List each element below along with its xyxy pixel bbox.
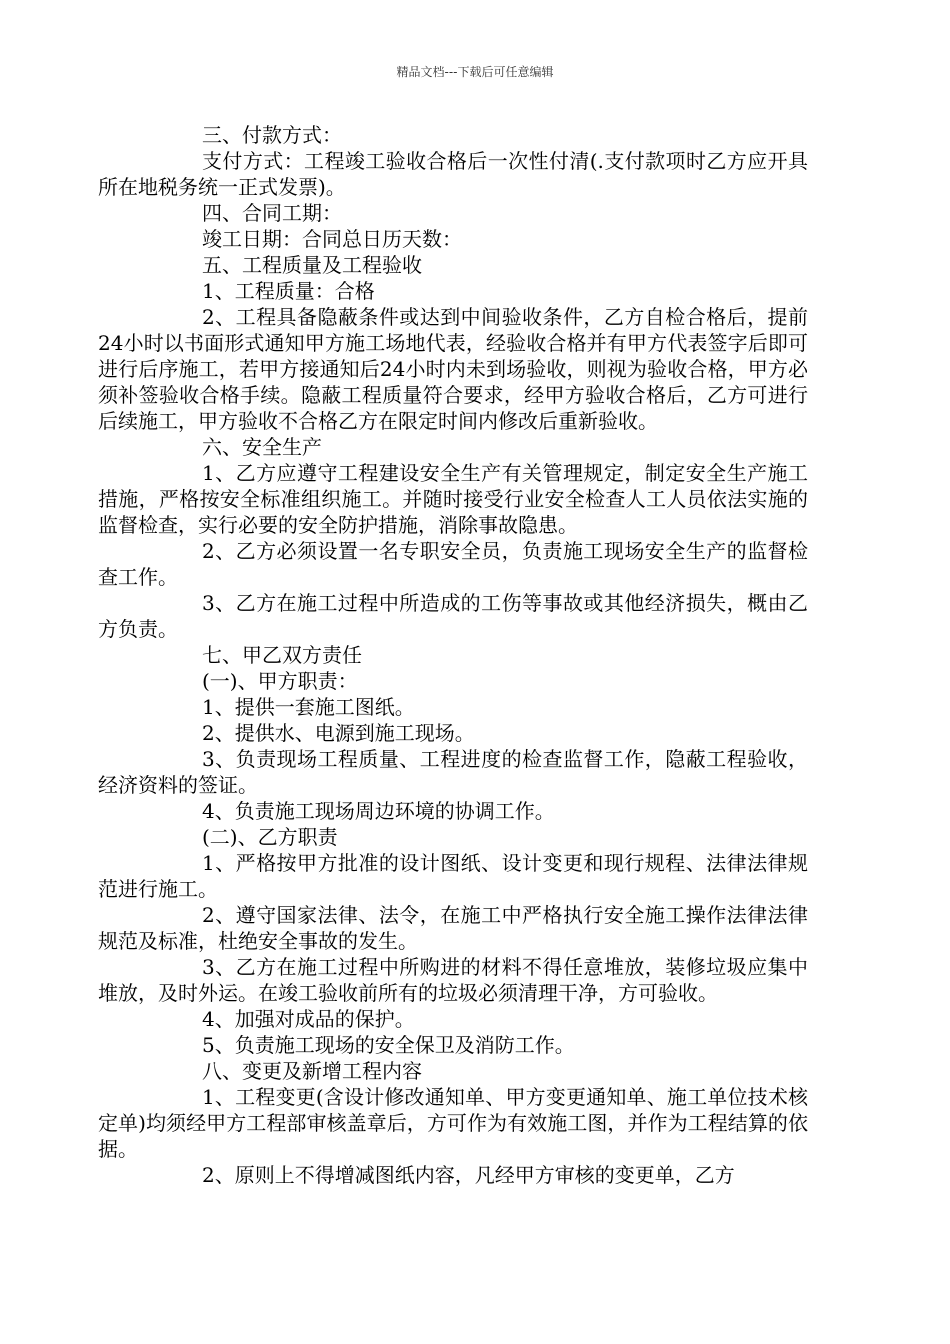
paragraph: 六、安全生产 <box>202 435 322 459</box>
paragraph: 2、原则上不得增减图纸内容，凡经甲方审核的变更单，乙方 <box>202 1163 735 1187</box>
paragraph: 4、负责施工现场周边环境的协调工作。 <box>202 799 555 823</box>
paragraph: 1、工程质量：合格 <box>202 279 375 303</box>
paragraph: 四、合同工期： <box>202 201 342 225</box>
paragraph: 2、工程具备隐蔽条件或达到中间验收条件，乙方自检合格后，提前24小时以书面形式通知甲方施工场地代表，经验收合格并有甲方代表签字后即可进行后序施工，若甲方接通知后24小时内未到场验收，则视为验收合格，甲方必须补签验收合格手续。隐蔽工程质量符合要求，经甲方验收合格后，乙方可进行后续施工，甲方验收不合格乙方在限定时间内修改后重新验收。 <box>98 305 808 433</box>
paragraph: 1、工程变更(含设计修改通知单、甲方变更通知单、施工单位技术核定单)均须经甲方工程部审核盖章后，方可作为有效施工图，并作为工程结算的依据。 <box>98 1085 808 1161</box>
paragraph: 竣工日期：合同总日历天数： <box>202 227 462 251</box>
paragraph: 八、变更及新增工程内容 <box>202 1059 422 1083</box>
paragraph: 3、乙方在施工过程中所造成的工伤等事故或其他经济损失，概由乙方负责。 <box>98 591 808 641</box>
paragraph: 2、提供水、电源到施工现场。 <box>202 721 475 745</box>
paragraph: 3、负责现场工程质量、工程进度的检查监督工作，隐蔽工程验收，经济资料的签证。 <box>98 747 808 797</box>
page-header: 精品文档---下载后可任意编辑 <box>396 65 554 79</box>
paragraph: 支付方式：工程竣工验收合格后一次性付清(.支付款项时乙方应开具所在地税务统一正式发票)。 <box>98 149 808 199</box>
paragraph: 七、甲乙双方责任 <box>202 643 362 667</box>
paragraph: 5、负责施工现场的安全保卫及消防工作。 <box>202 1033 575 1057</box>
paragraph: 1、提供一套施工图纸。 <box>202 695 415 719</box>
paragraph: 2、遵守国家法律、法令，在施工中严格执行安全施工操作法律法律规范及标准，杜绝安全事故的发生。 <box>98 903 808 953</box>
paragraph: 1、严格按甲方批准的设计图纸、设计变更和现行规程、法律法律规范进行施工。 <box>98 851 808 901</box>
paragraph: 五、工程质量及工程验收 <box>202 253 422 277</box>
paragraph: 三、付款方式： <box>202 123 342 147</box>
paragraph: 4、加强对成品的保护。 <box>202 1007 415 1031</box>
paragraph: 3、乙方在施工过程中所购进的材料不得任意堆放，装修垃圾应集中堆放，及时外运。在竣工验收前所有的垃圾必须清理干净，方可验收。 <box>98 955 808 1005</box>
paragraph: 1、乙方应遵守工程建设安全生产有关管理规定，制定安全生产施工措施，严格按安全标准组织施工。并随时接受行业安全检查人工人员依法实施的监督检查，实行必要的安全防护措施，消除事故隐患。 <box>98 461 808 537</box>
paragraph: (二)、乙方职责 <box>202 825 338 849</box>
document-body <box>98 122 808 1188</box>
paragraph: (一)、甲方职责： <box>202 669 358 693</box>
paragraph: 2、乙方必须设置一名专职安全员，负责施工现场安全生产的监督检查工作。 <box>98 539 808 589</box>
